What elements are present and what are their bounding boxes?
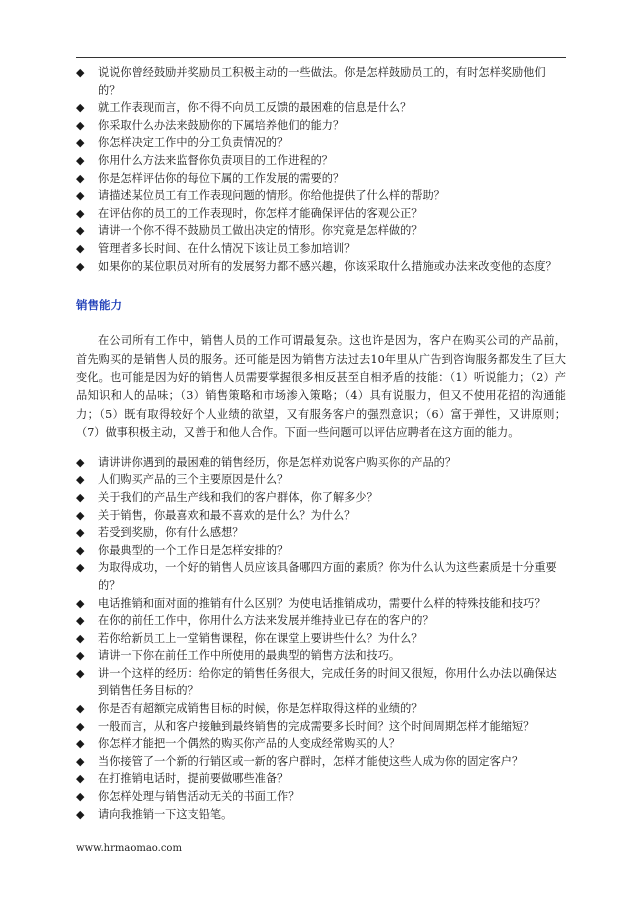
question-text: 你怎样处理与销售活动无关的书面工作？ [98,790,300,804]
list-item [76,735,566,753]
diamond-bullet-icon: ◆ [76,649,85,663]
diamond-bullet-icon: ◆ [76,508,85,522]
list-item [76,258,566,276]
question-text: 讲一个这样的经历：给你定的销售任务很大，完成任务的时间又很短，你用什么办法以确保达到销售任务目标的？ [98,666,557,698]
list-item [76,647,566,665]
list-item [76,99,566,117]
diamond-bullet-icon: ◆ [76,171,85,185]
list-item [76,770,566,788]
section-intro-paragraph: 在公司所有工作中，销售人员的工作可谓最复杂。这也许是因为，客户在购买公司的产品前，首先购买的是销售人员的服务。还可能是因为销售方法过去10年里从广告到咨询服务都发生了巨大变化。也可能是因为好的销售人员需要掌握很多相反甚至自相矛盾的技能：（1）听说能力；（2）产品知识和人的品味；（3）销售策略和市场渗入策略；（4）具有说服力，但又不使用花招的沟通能力；（5）既有取得较好个人业绩的欲望，又有服务客户的强烈意识；（6）富于弹性，又讲原则；（7）做事积极主动，又善于和他人合作。下面一些问题可以评估应聘者在这方面的能力。 [76,334,566,440]
diamond-bullet-icon: ◆ [76,455,85,469]
question-text: 人们购买产品的三个主要原因是什么？ [98,473,289,487]
list-item [76,542,566,560]
list-item [76,222,566,240]
question-text: 关于销售，你最喜欢和最不喜欢的是什么？为什么？ [98,508,356,522]
header-rule [76,57,566,58]
list-item [76,753,566,771]
diamond-bullet-icon: ◆ [76,666,85,680]
list-item [76,64,566,99]
diamond-bullet-icon: ◆ [76,490,85,504]
question-text: 你怎样才能把一个偶然的购买你产品的人变成经常购买的人？ [98,737,401,751]
list-item [76,117,566,135]
diamond-bullet-icon: ◆ [76,754,85,768]
question-text: 当你接管了一个新的行销区或一新的客户群时，怎样才能使这些人成为你的固定客户？ [98,754,524,768]
diamond-bullet-icon: ◆ [76,807,85,821]
list-item [76,240,566,258]
list-item [76,170,566,188]
list-item [76,718,566,736]
question-text: 你用什么方法来监督你负责项目的工作进程的？ [98,153,333,167]
diamond-bullet-icon: ◆ [76,702,85,716]
list-item [76,524,566,542]
question-text: 你最典型的一个工作日是怎样安排的？ [98,543,289,557]
list-item [76,630,566,648]
diamond-bullet-icon: ◆ [76,473,85,487]
question-text: 关于我们的产品生产线和我们的客户群体，你了解多少？ [98,490,378,504]
footer-url: www.hrmaomao.com [76,843,182,854]
question-text: 你采取什么办法来鼓励你的下属培养他们的能力？ [98,118,345,132]
diamond-bullet-icon: ◆ [76,206,85,220]
diamond-bullet-icon: ◆ [76,118,85,132]
question-text: 在评估你的员工的工作表现时，你怎样才能确保评估的客观公正？ [98,206,423,220]
diamond-bullet-icon: ◆ [76,241,85,255]
diamond-bullet-icon: ◆ [76,224,85,238]
question-text: 若受到奖励，你有什么感想？ [98,526,244,540]
question-text: 你是怎样评估你的每位下属的工作发展的需要的？ [98,171,345,185]
diamond-bullet-icon: ◆ [76,101,85,115]
list-item [76,700,566,718]
question-text: 请讲一下你在前任工作中所使用的最典型的销售方法和技巧。 [98,649,401,663]
question-text: 你怎样决定工作中的分工负责情况的？ [98,136,289,150]
question-text: 电话推销和面对面的推销有什么区别？为使电话推销成功，需要什么样的特殊技能和技巧？ [98,596,546,610]
list-item [76,205,566,223]
diamond-bullet-icon: ◆ [76,153,85,167]
list-item [76,152,566,170]
management-question-list [76,64,566,275]
question-text: 在你的前任工作中，你用什么方法来发展并维持业已存在的客户的？ [98,614,434,628]
list-item [76,489,566,507]
list-item [76,788,566,806]
diamond-bullet-icon: ◆ [76,737,85,751]
list-item [76,187,566,205]
diamond-bullet-icon: ◆ [76,790,85,804]
question-text: 为取得成功，一个好的销售人员应该具备哪四方面的素质？你为什么认为这些素质是十分重要的？ [98,561,557,592]
question-text: 你是否有超额完成销售目标的时候，你是怎样取得这样的业绩的？ [98,702,423,716]
diamond-bullet-icon: ◆ [76,66,85,79]
section-heading: 销售能力 [76,298,122,313]
diamond-bullet-icon: ◆ [76,561,85,575]
diamond-bullet-icon: ◆ [76,259,85,273]
list-item [76,507,566,525]
list-item [76,665,566,700]
diamond-bullet-icon: ◆ [76,543,85,557]
question-text: 请向我推销一下这支铅笔。 [98,807,233,821]
diamond-bullet-icon: ◆ [76,614,85,628]
question-text: 说说你曾经鼓励并奖励员工积极主动的一些做法。你是怎样鼓励员工的，有时怎样奖励他们的？ [98,66,546,97]
list-item [76,454,566,472]
question-text: 如果你的某位职员对所有的发展努力都不感兴趣，你该采取什么措施或办法来改变他的态度？ [98,259,557,273]
list-item [76,559,566,594]
question-text: 请讲一个你不得不鼓励员工做出决定的情形。你究竟是怎样做的？ [98,224,423,238]
list-item [76,595,566,613]
question-text: 请描述某位员工有工作表现问题的情形。你给他提供了什么样的帮助？ [98,189,445,203]
diamond-bullet-icon: ◆ [76,631,85,645]
list-item [76,471,566,489]
question-text: 若你给新员工上一堂销售课程，你在课堂上要讲些什么？为什么？ [98,631,423,645]
document-body [76,64,566,823]
diamond-bullet-icon: ◆ [76,189,85,203]
sales-question-list [76,454,566,823]
list-item [76,134,566,152]
question-text: 就工作表现而言，你不得不向员工反馈的最困难的信息是什么？ [98,101,412,115]
question-text: 请讲讲你遇到的最困难的销售经历，你是怎样劝说客户购买你的产品的？ [98,455,457,469]
list-item [76,612,566,630]
diamond-bullet-icon: ◆ [76,772,85,786]
diamond-bullet-icon: ◆ [76,526,85,540]
diamond-bullet-icon: ◆ [76,719,85,733]
diamond-bullet-icon: ◆ [76,596,85,610]
question-text: 一般而言，从和客户接触到最终销售的完成需要多长时间？这个时间周期怎样才能缩短？ [98,719,535,733]
list-item [76,806,566,824]
diamond-bullet-icon: ◆ [76,136,85,150]
question-text: 管理者多长时间、在什么情况下该让员工参加培训？ [98,241,356,255]
question-text: 在打推销电话时，提前要做哪些准备？ [98,772,289,786]
